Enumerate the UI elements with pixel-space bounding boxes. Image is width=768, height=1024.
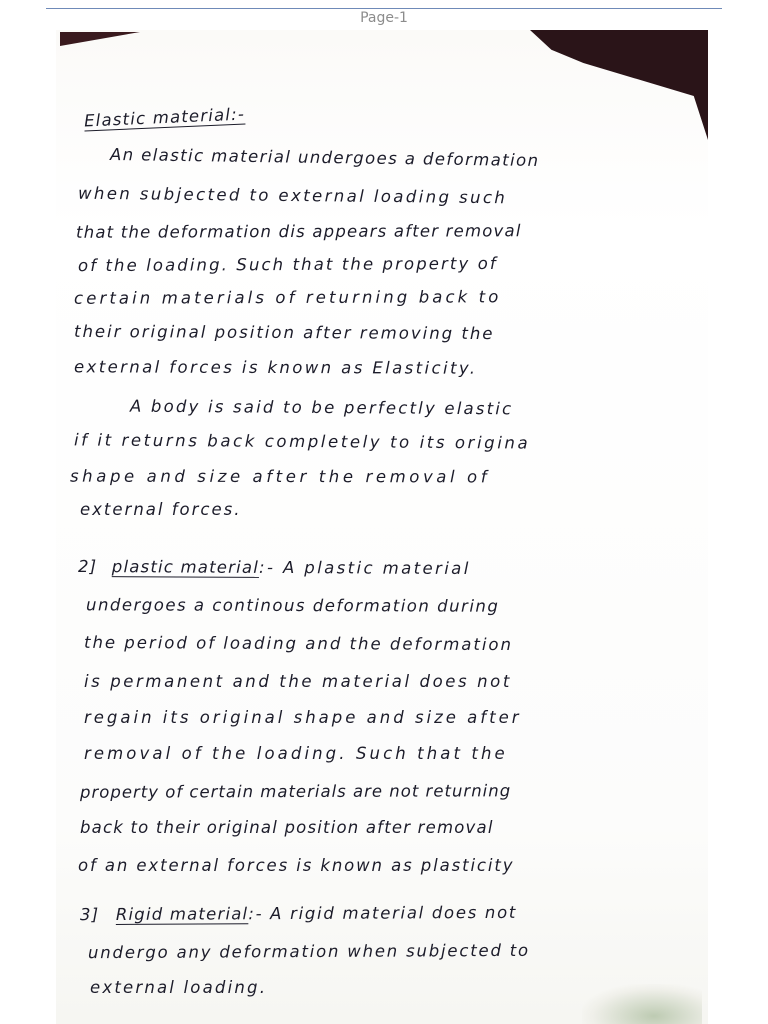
page-label: Page-1: [360, 10, 408, 26]
section-heading-elastic: [84, 104, 246, 130]
section-2-line: undergoes a continous deformation during: [85, 595, 500, 616]
section-1-line: An elastic material undergoes a deformation: [109, 145, 540, 170]
section-heading-text: Elastic material:-: [83, 104, 246, 131]
section-1-line: of the loading. Such that the property of: [77, 253, 498, 276]
section-heading-suffix: :- A plastic material: [258, 557, 471, 579]
section-2-line: of an external forces is known as plasticity: [78, 856, 515, 875]
section-number: 3]: [79, 905, 100, 925]
section-3-line: external loading.: [90, 978, 268, 997]
section-2-line: removal of the loading. Such that the: [84, 744, 508, 763]
section-heading-rigid: [80, 903, 517, 924]
section-2-line: is permanent and the material does not: [84, 672, 512, 691]
section-1-line: A body is said to be perfectly elastic: [129, 396, 514, 419]
section-number: 2]: [77, 556, 98, 577]
section-2-line: the period of loading and the deformation: [83, 632, 514, 655]
section-1-line: external forces.: [80, 500, 242, 519]
section-1-line: shape and size after the removal of: [69, 466, 491, 487]
section-heading-suffix: :- A rigid material does not: [248, 902, 518, 924]
section-1-line: when subjected to external loading such: [77, 183, 508, 208]
section-2-line: back to their original position after removal: [80, 818, 494, 837]
section-heading-text: Rigid material: [115, 904, 249, 924]
section-heading-plastic: [78, 557, 471, 578]
section-heading-text: plastic material: [111, 557, 260, 577]
section-2-line: property of certain materials are not returning: [79, 781, 512, 802]
section-1-line: certain materials of returning back to: [73, 287, 502, 308]
section-1-line: external forces is known as Elasticity.: [73, 357, 478, 378]
section-2-line: regain its original shape and size after: [84, 708, 522, 727]
section-1-line: that the deformation dis appears after removal: [75, 221, 522, 242]
section-3-line: undergo any deformation when subjected to: [87, 940, 530, 963]
section-1-line: if it returns back completely to its origina: [73, 430, 531, 453]
section-1-line: their original position after removing the: [73, 321, 495, 344]
